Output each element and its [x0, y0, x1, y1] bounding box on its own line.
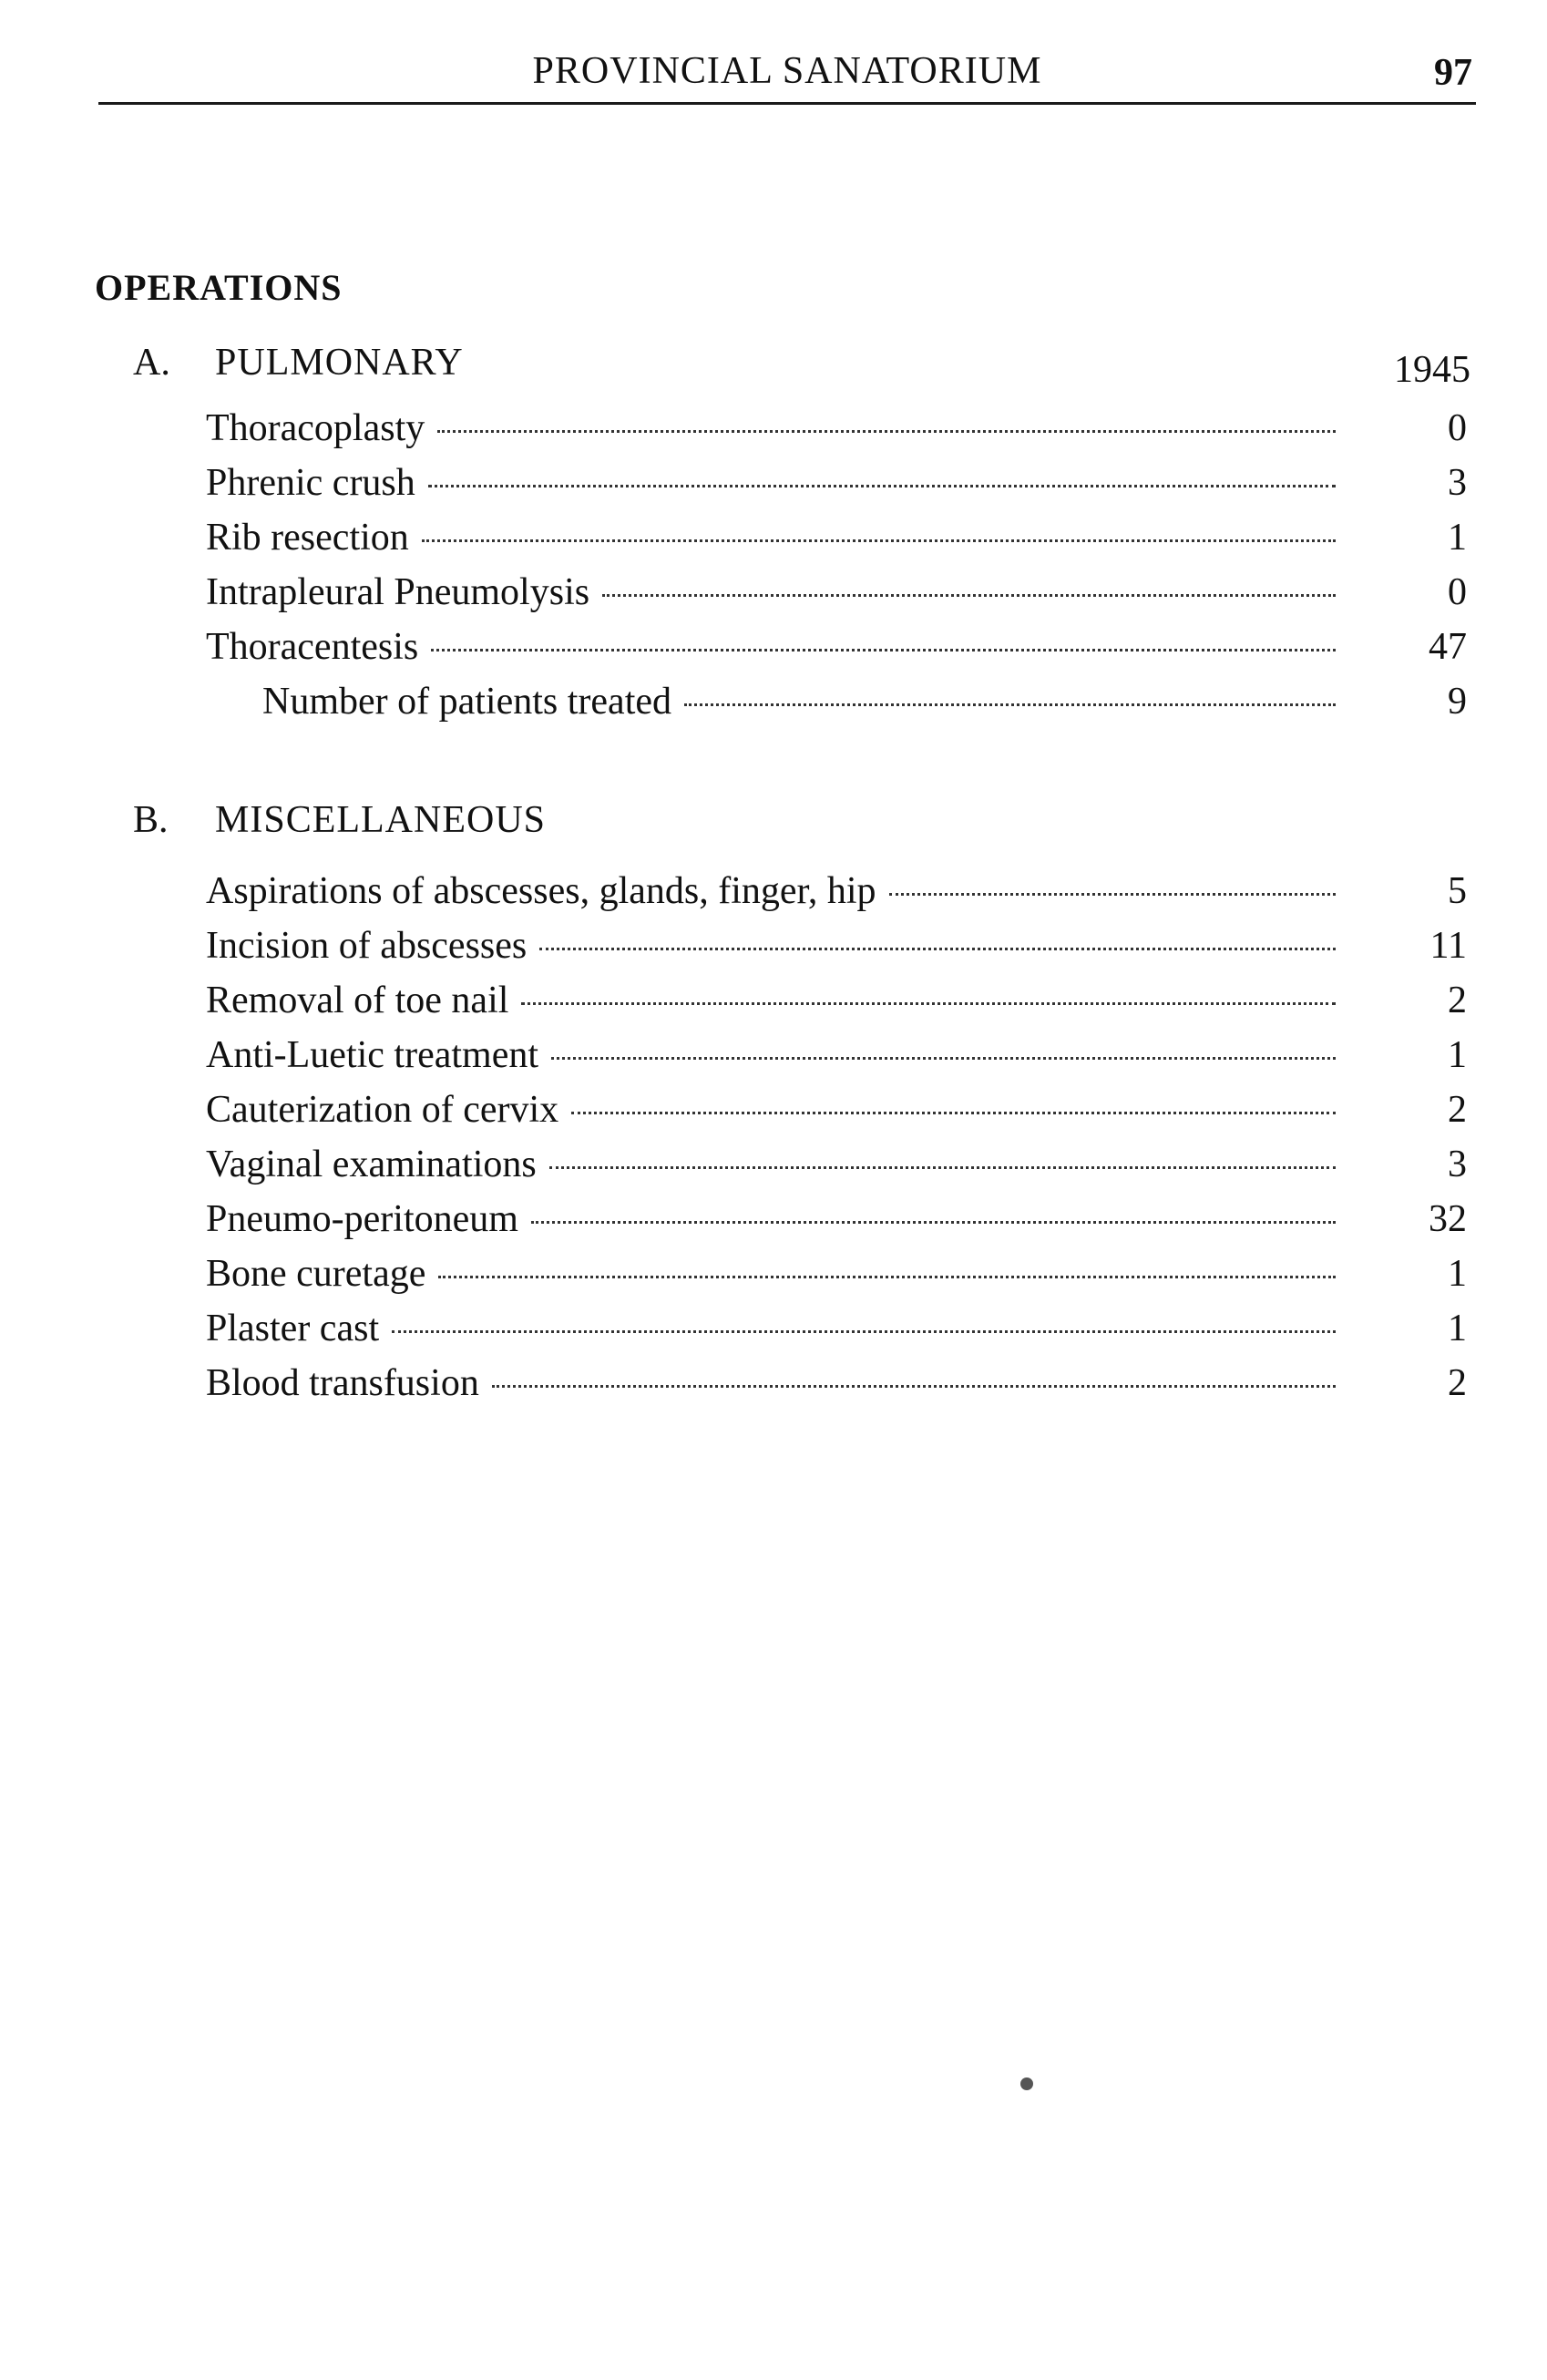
row-value: 1: [1448, 1253, 1467, 1295]
dot-leader: [684, 703, 1336, 706]
running-head: [98, 47, 1476, 105]
table-row: [206, 1143, 1472, 1197]
row-label: Plaster cast: [206, 1308, 380, 1349]
table-row: [206, 979, 1472, 1033]
row-label: Removal of toe nail: [206, 980, 509, 1021]
row-value: 11: [1429, 925, 1467, 967]
table-row: [206, 1361, 1472, 1416]
row-label: Intrapleural Pneumolysis: [206, 571, 590, 613]
row-value: 32: [1429, 1198, 1467, 1240]
row-label: Number of patients treated: [262, 681, 671, 723]
row-label: Vaginal examinations: [206, 1144, 537, 1185]
table-row: [206, 461, 1472, 516]
row-label: Thoracoplasty: [206, 407, 425, 449]
row-value: 1: [1448, 1308, 1467, 1349]
year-column-header: 1945: [1394, 349, 1470, 391]
section-letter: A.: [133, 342, 170, 384]
page-number: 97: [1434, 52, 1472, 94]
row-label: Bone curetage: [206, 1253, 426, 1295]
row-value: 0: [1448, 407, 1467, 449]
running-title: PROVINCIAL SANATORIUM: [532, 50, 1042, 92]
row-label: Rib resection: [206, 517, 409, 559]
dot-leader: [521, 1002, 1336, 1005]
table-row-subtotal: [206, 680, 1472, 734]
table-row: [206, 924, 1472, 979]
table-row: [206, 625, 1472, 680]
dot-leader: [539, 948, 1336, 950]
table-row: [206, 1197, 1472, 1252]
row-value: 47: [1429, 626, 1467, 668]
row-value: 0: [1448, 571, 1467, 613]
table-row: [206, 1088, 1472, 1143]
operations-heading: OPERATIONS: [95, 267, 343, 308]
row-value: 2: [1448, 1362, 1467, 1404]
row-value: 5: [1448, 870, 1467, 912]
dot-leader: [531, 1221, 1336, 1224]
row-value: 1: [1448, 1034, 1467, 1076]
row-value: 3: [1448, 462, 1467, 504]
dot-leader: [889, 893, 1336, 896]
table-row: [206, 1307, 1472, 1361]
row-label: Cauterization of cervix: [206, 1089, 559, 1131]
table-row: [206, 1033, 1472, 1088]
row-value: 1: [1448, 517, 1467, 559]
table-row: [206, 406, 1472, 461]
row-label: Incision of abscesses: [206, 925, 528, 967]
dot-leader: [422, 539, 1336, 542]
table-row: [206, 570, 1472, 625]
row-label: Pneumo-peritoneum: [206, 1198, 518, 1240]
table-row: [206, 1252, 1472, 1307]
miscellaneous-table: [206, 869, 1472, 1416]
section-title: MISCELLANEOUS: [215, 799, 547, 841]
ink-speck: [1020, 2077, 1033, 2090]
table-row: [206, 516, 1472, 570]
dot-leader: [431, 649, 1336, 651]
pulmonary-table: [206, 406, 1472, 734]
dot-leader: [392, 1330, 1336, 1333]
section-title: PULMONARY: [215, 342, 464, 384]
dot-leader: [549, 1166, 1336, 1169]
section-letter: B.: [133, 799, 169, 841]
row-label: Phrenic crush: [206, 462, 415, 504]
row-label: Blood transfusion: [206, 1362, 479, 1404]
row-value: 2: [1448, 1089, 1467, 1131]
row-label: Aspirations of abscesses, glands, finger, hip: [206, 870, 876, 912]
row-label: Anti-Luetic treatment: [206, 1034, 539, 1076]
dot-leader: [602, 594, 1336, 597]
dot-leader: [571, 1112, 1336, 1114]
dot-leader: [492, 1385, 1336, 1388]
row-value: 2: [1448, 980, 1467, 1021]
dot-leader: [438, 1276, 1336, 1278]
row-value: 9: [1448, 681, 1467, 723]
dot-leader: [428, 485, 1336, 487]
row-value: 3: [1448, 1144, 1467, 1185]
table-row: [206, 869, 1472, 924]
row-label: Thoracentesis: [206, 626, 419, 668]
dot-leader: [437, 430, 1336, 433]
dot-leader: [551, 1057, 1336, 1060]
